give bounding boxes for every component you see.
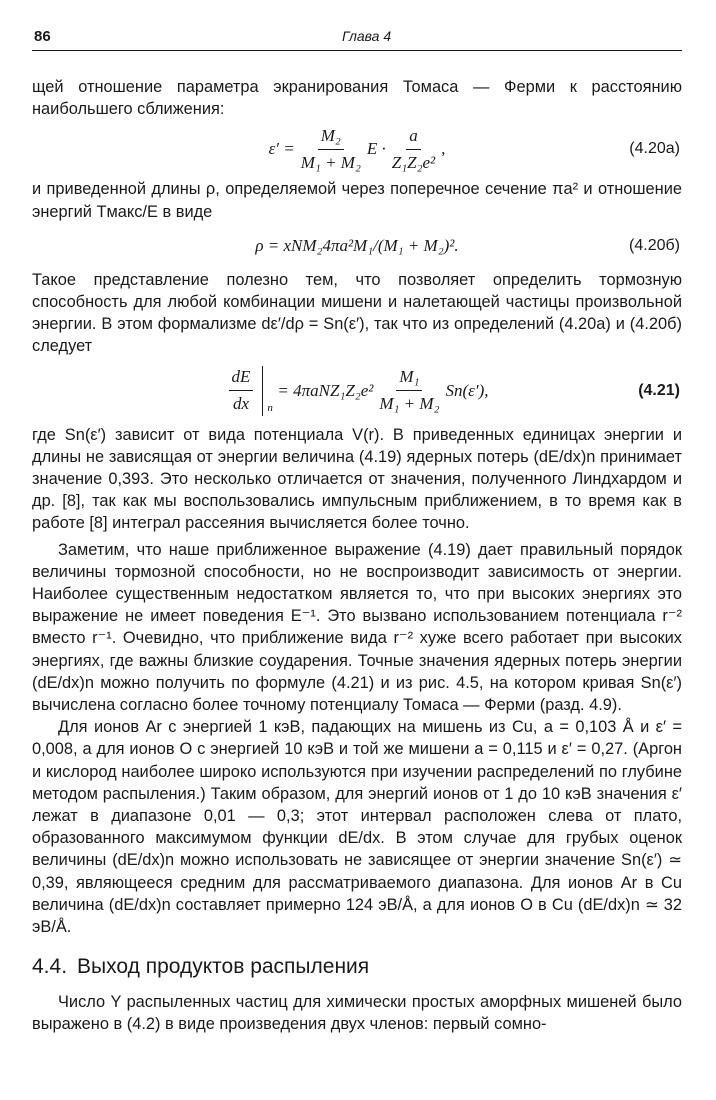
eq-420a-frac2-denominator: Z₁Z₂e² [391,152,436,172]
section-title-text: Выход продуктов распыления [77,955,370,979]
section-heading [32,956,682,978]
section-number: 4.4. [32,955,68,979]
eq-421-frac-denominator: M₁ + M₂ [379,394,440,414]
eq-420a-number: (4.20а) [629,140,680,158]
paragraph-3: Такое представление полезно тем, что позволяет определить тормозную способность для любой комбинации мишени и налетающей частицы произвольной энергии. В этом формализме dε′/dρ = Sn(ε′), так что из определений (4.20а) и (4.20б) следует [32,270,682,356]
paragraph-7: Число Y распыленных частиц для химически простых аморфных мишеней было выражено в (4.2) в виде произведения двух членов: первый сомно- [32,992,682,1033]
eq-421-fraction [376,366,442,415]
paragraph-1: щей отношение параметра экранирования Томаса — Ферми к расстоянию наибольшего сближения: [32,78,682,119]
page-header [32,28,682,51]
eq-421-middle: = 4πaNZ₁Z₂e² [277,380,374,400]
eq-421-number: (4.21) [638,381,680,399]
eq-420a-fraction-1 [298,125,364,174]
eq-420a-fraction-2 [389,125,438,174]
eq-421-evaluation-bar [262,366,273,416]
eq-421-lhs-numerator: dE [229,366,254,391]
eq-421-tail: Sn(ε′), [445,380,489,400]
equation-4-20b [32,223,682,269]
eq-420a-frac1-denominator: M₁ + M₂ [300,152,361,172]
equation-4-21 [32,358,682,424]
paragraph-6: Для ионов Ar с энергией 1 кэВ, падающих на мишень из Cu, a = 0,103 Å и ε′ = 0,008, а для ионов O с энергией 10 кэВ и той же мишени a = 0,115 и ε′ = 0,27. (Аргон и кислород наиболее широко используются при изучении распределений по глубине методом распыления.) Таким образом, для энергий ионов от 1 до 10 кэВ значения ε′ лежат в диапазоне 0,01 — 0,3; этот интервал расположен слева от плато, образованного максимумом функции dE/dx. В этом случае для грубых оценок величины (dE/dx)n можно использовать не зависящее от энергии значение Sn(ε′) ≃ 0,39, являющееся средним для рассматриваемого диапазона. Для ионов Ar в Cu величина (dE/dx)n составляет примерно 124 эВ/Å, а для ионов O в Cu (dE/dx)n ≃ 32 эВ/Å. [32,718,682,937]
eq-420a-lhs: ε′ = [268,139,295,159]
equation-4-20a [32,120,682,178]
page-number: 86 [34,28,51,45]
eq-420b-expression: ρ = xNM₂4πa²M₁/(M₁ + M₂)². [255,235,459,255]
paragraph-2: и приведенной длины ρ, определяемой через поперечное сечение πa² и отношение энергий Tмакс/E в виде [32,180,682,221]
eq-420a-frac2-numerator: a [406,125,421,150]
eq-421-lhs-denominator: dx [232,394,249,414]
eq-421-lhs-subscript: n [267,402,273,415]
eq-420a-middle: E · [366,139,386,159]
chapter-title: Глава 4 [342,28,392,44]
eq-421-derivative [229,366,254,415]
eq-420b-number: (4.20б) [629,236,680,254]
eq-420a-frac1-numerator: M₂ [318,125,344,150]
paragraph-5: Заметим, что наше приближенное выражение (4.19) дает правильный порядок величины тормозной способности, но не воспроизводит зависимость от энергии. Наиболее существенным недостатком является то, что при высоких энергиях это выражение не имеет поведения E⁻¹. Это вызвано использованием потенциала r⁻² вместо r⁻¹. Очевидно, что приближение вида r⁻² хуже всего работает при высоких энергиях, где важны близкие соударения. Точные значения ядерных потерь энергии (dE/dx)n можно получить по формуле (4.21) и из рис. 4.5, на котором кривая Sn(ε′) вычислена согласно более точному потенциалу Томаса — Ферми (разд. 4.9). [32,540,682,715]
paragraph-4: где Sn(ε′) зависит от вида потенциала V(r). В приведенных единицах энергии и длины не зависящая от энергии величина (4.19) ядерных потерь (dE/dx)n принимает значение 0,393. Это несколько отличается от значения, полученного Линдхардом и др. [8], так как мы воспользовались импульсным приближением, в то время как в работе [8] интеграл рассеяния вычисляется более точно. [32,425,682,533]
page-body [32,76,682,1035]
eq-420a-tail: , [441,139,446,159]
eq-421-frac-numerator: M₁ [396,366,422,391]
